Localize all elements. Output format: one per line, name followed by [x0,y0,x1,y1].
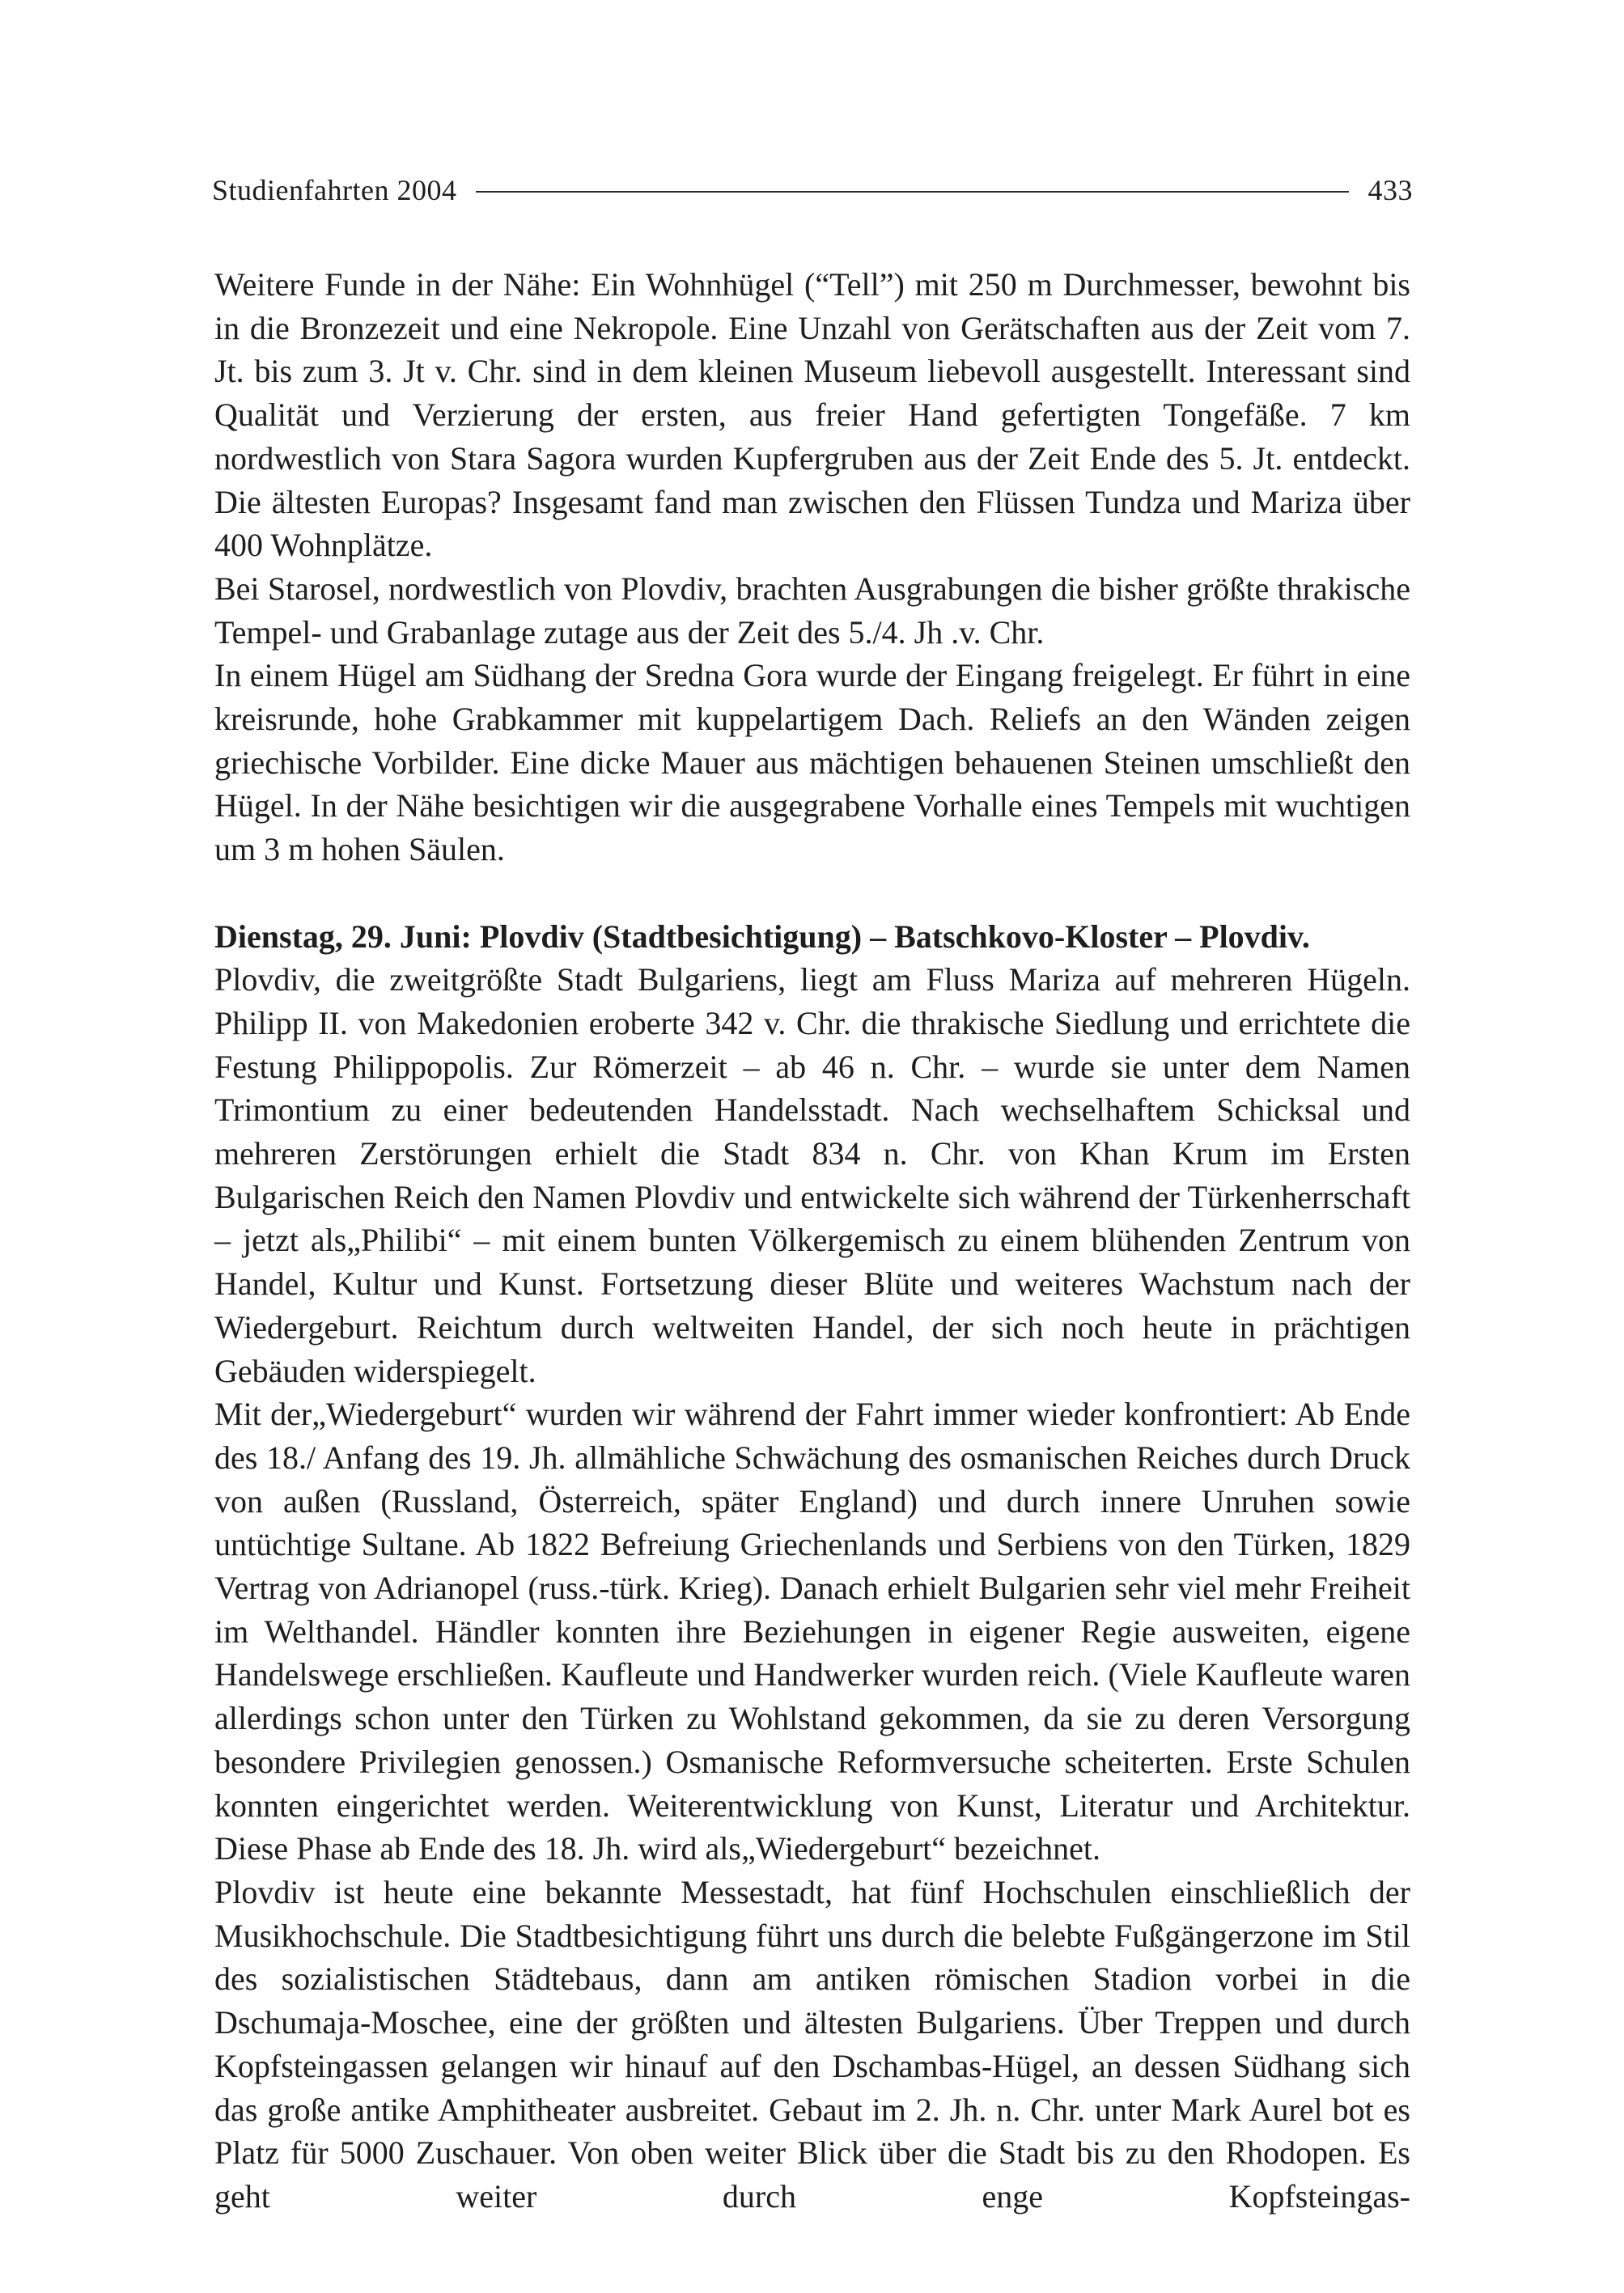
page-number: 433 [1367,174,1413,206]
paragraph-finds: Weitere Funde in der Nähe: Ein Wohnhügel (“Tell”) mit 250 m Durchmesser, bewohnt bis in die Bronzezeit und eine Nekropole. Eine Unzahl von Gerätschaften aus der Zeit vom 7. Jt. bis zum 3. Jt v. Chr. sind in dem kleinen Museum liebevoll ausgestellt. Interessant sind Qualität und Verzierung der ersten, aus freier Hand gefertigten Tongefäße. 7 km nordwestlich von Stara Sagora wurden Kupfergruben aus der Zeit Ende des 5. Jt. entdeckt. Die ältesten Europas? Insgesamt fand man zwischen den Flüssen Tundza und Mariza über 400 Wohnplätze. [214,266,1410,564]
section-heading: Dienstag, 29. Juni: Plovdiv (Stadtbesichtigung) – Batschkovo-Kloster – Plovdiv. [214,918,1310,955]
paragraph-plovdiv-history: Plovdiv, die zweitgrößte Stadt Bulgariens, liegt am Fluss Mariza auf mehreren Hügeln. Philipp II. von Makedonien eroberte 342 v. Chr. die thrakische Siedlung und errichtete die Festung Philippopolis. Zur Römerzeit – ab 46 n. Chr. – wurde sie unter dem Namen Trimontium zu einer bedeutenden Handelsstadt. Nach wechselhaftem Schicksal und mehreren Zerstörungen erhielt die Stadt 834 n. Chr. von Khan Krum im Ersten Bulgarischen Reich den Namen Plovdiv und entwickelte sich während der Türkenherrschaft – jetzt als„Philibi“ – mit einem bunten Völkergemisch zu einem blühenden Zentrum von Handel, Kultur und Kunst. Fortsetzung dieser Blüte und weiteres Wachstum nach der Wiedergeburt. Reichtum durch weltweiten Handel, der sich noch heute in prächtigen Gebäuden widerspiegelt. [214,961,1410,1389]
running-header [212,170,1413,210]
header-rule [476,191,1348,193]
paragraph-starosel: Bei Starosel, nordwestlich von Plovdiv, brachten Ausgrabungen die bisher größte thrakische Tempel- und Grabanlage zutage aus der Zeit des 5./4. Jh .v. Chr. [214,570,1410,651]
paragraph-city-tour: Plovdiv ist heute eine bekannte Messestadt, hat fünf Hochschulen einschließlich der Musikhochschule. Die Stadtbesichtigung führt uns durch die belebte Fußgängerzone im Stil des sozialistischen Städtebaus, dann am antiken römischen Stadion vorbei in die Dschumaja-Moschee, eine der größten und ältesten Bulgariens. Über Treppen und durch Kopfsteingassen gelangen wir hinauf auf den Dschambas-Hügel, an dessen Südhang sich das große antike Amphitheater ausbreitet. Gebaut im 2. Jh. n. Chr. unter Mark Aurel bot es Platz für 5000 Zuschauer. Von oben weiter Blick über die Stadt bis zu den Rhodopen. Es geht weiter durch enge Kopfsteingas- [214,1874,1410,2215]
body-text [214,263,1410,2219]
section-gap [214,871,1410,915]
paragraph-sredna-gora: In einem Hügel am Südhang der Sredna Gora wurde der Eingang freigelegt. Er führt in eine kreisrunde, hohe Grabkammer mit kuppelartigem Dach. Reliefs an den Wänden zeigen griechische Vorbilder. Eine dicke Mauer aus mächtigen behauenen Steinen umschließt den Hügel. In der Nähe besichtigen wir die ausgegrabene Vorhalle eines Tempels mit wuchtigen um 3 m hohen Säulen. [214,657,1410,868]
paragraph-wiedergeburt: Mit der„Wiedergeburt“ wurden wir während der Fahrt immer wieder konfrontiert: Ab Ende des 18./ Anfang des 19. Jh. allmähliche Schwächung des osmanischen Reiches durch Druck von außen (Russland, Österreich, später England) und durch innere Unruhen sowie untüchtige Sultane. Ab 1822 Befreiung Griechenlands und Serbiens von den Türken, 1829 Vertrag von Adrianopel (russ.-türk. Krieg). Danach erhielt Bulgarien sehr viel mehr Freiheit im Welthandel. Händler konnten ihre Beziehungen in eigener Regie ausweiten, eigene Handelswege erschließen. Kaufleute und Handwerker wurden reich. (Viele Kaufleute waren allerdings schon unter den Türken zu Wohlstand gekommen, da sie zu deren Versorgung besondere Privilegien genossen.) Osmanische Reformversuche scheiterten. Erste Schulen konnten eingerichtet werden. Weiterentwicklung von Kunst, Literatur und Architektur. Diese Phase ab Ende des 18. Jh. wird als„Wiedergeburt“ bezeichnet. [214,1396,1410,1867]
running-title: Studienfahrten 2004 [212,174,457,206]
